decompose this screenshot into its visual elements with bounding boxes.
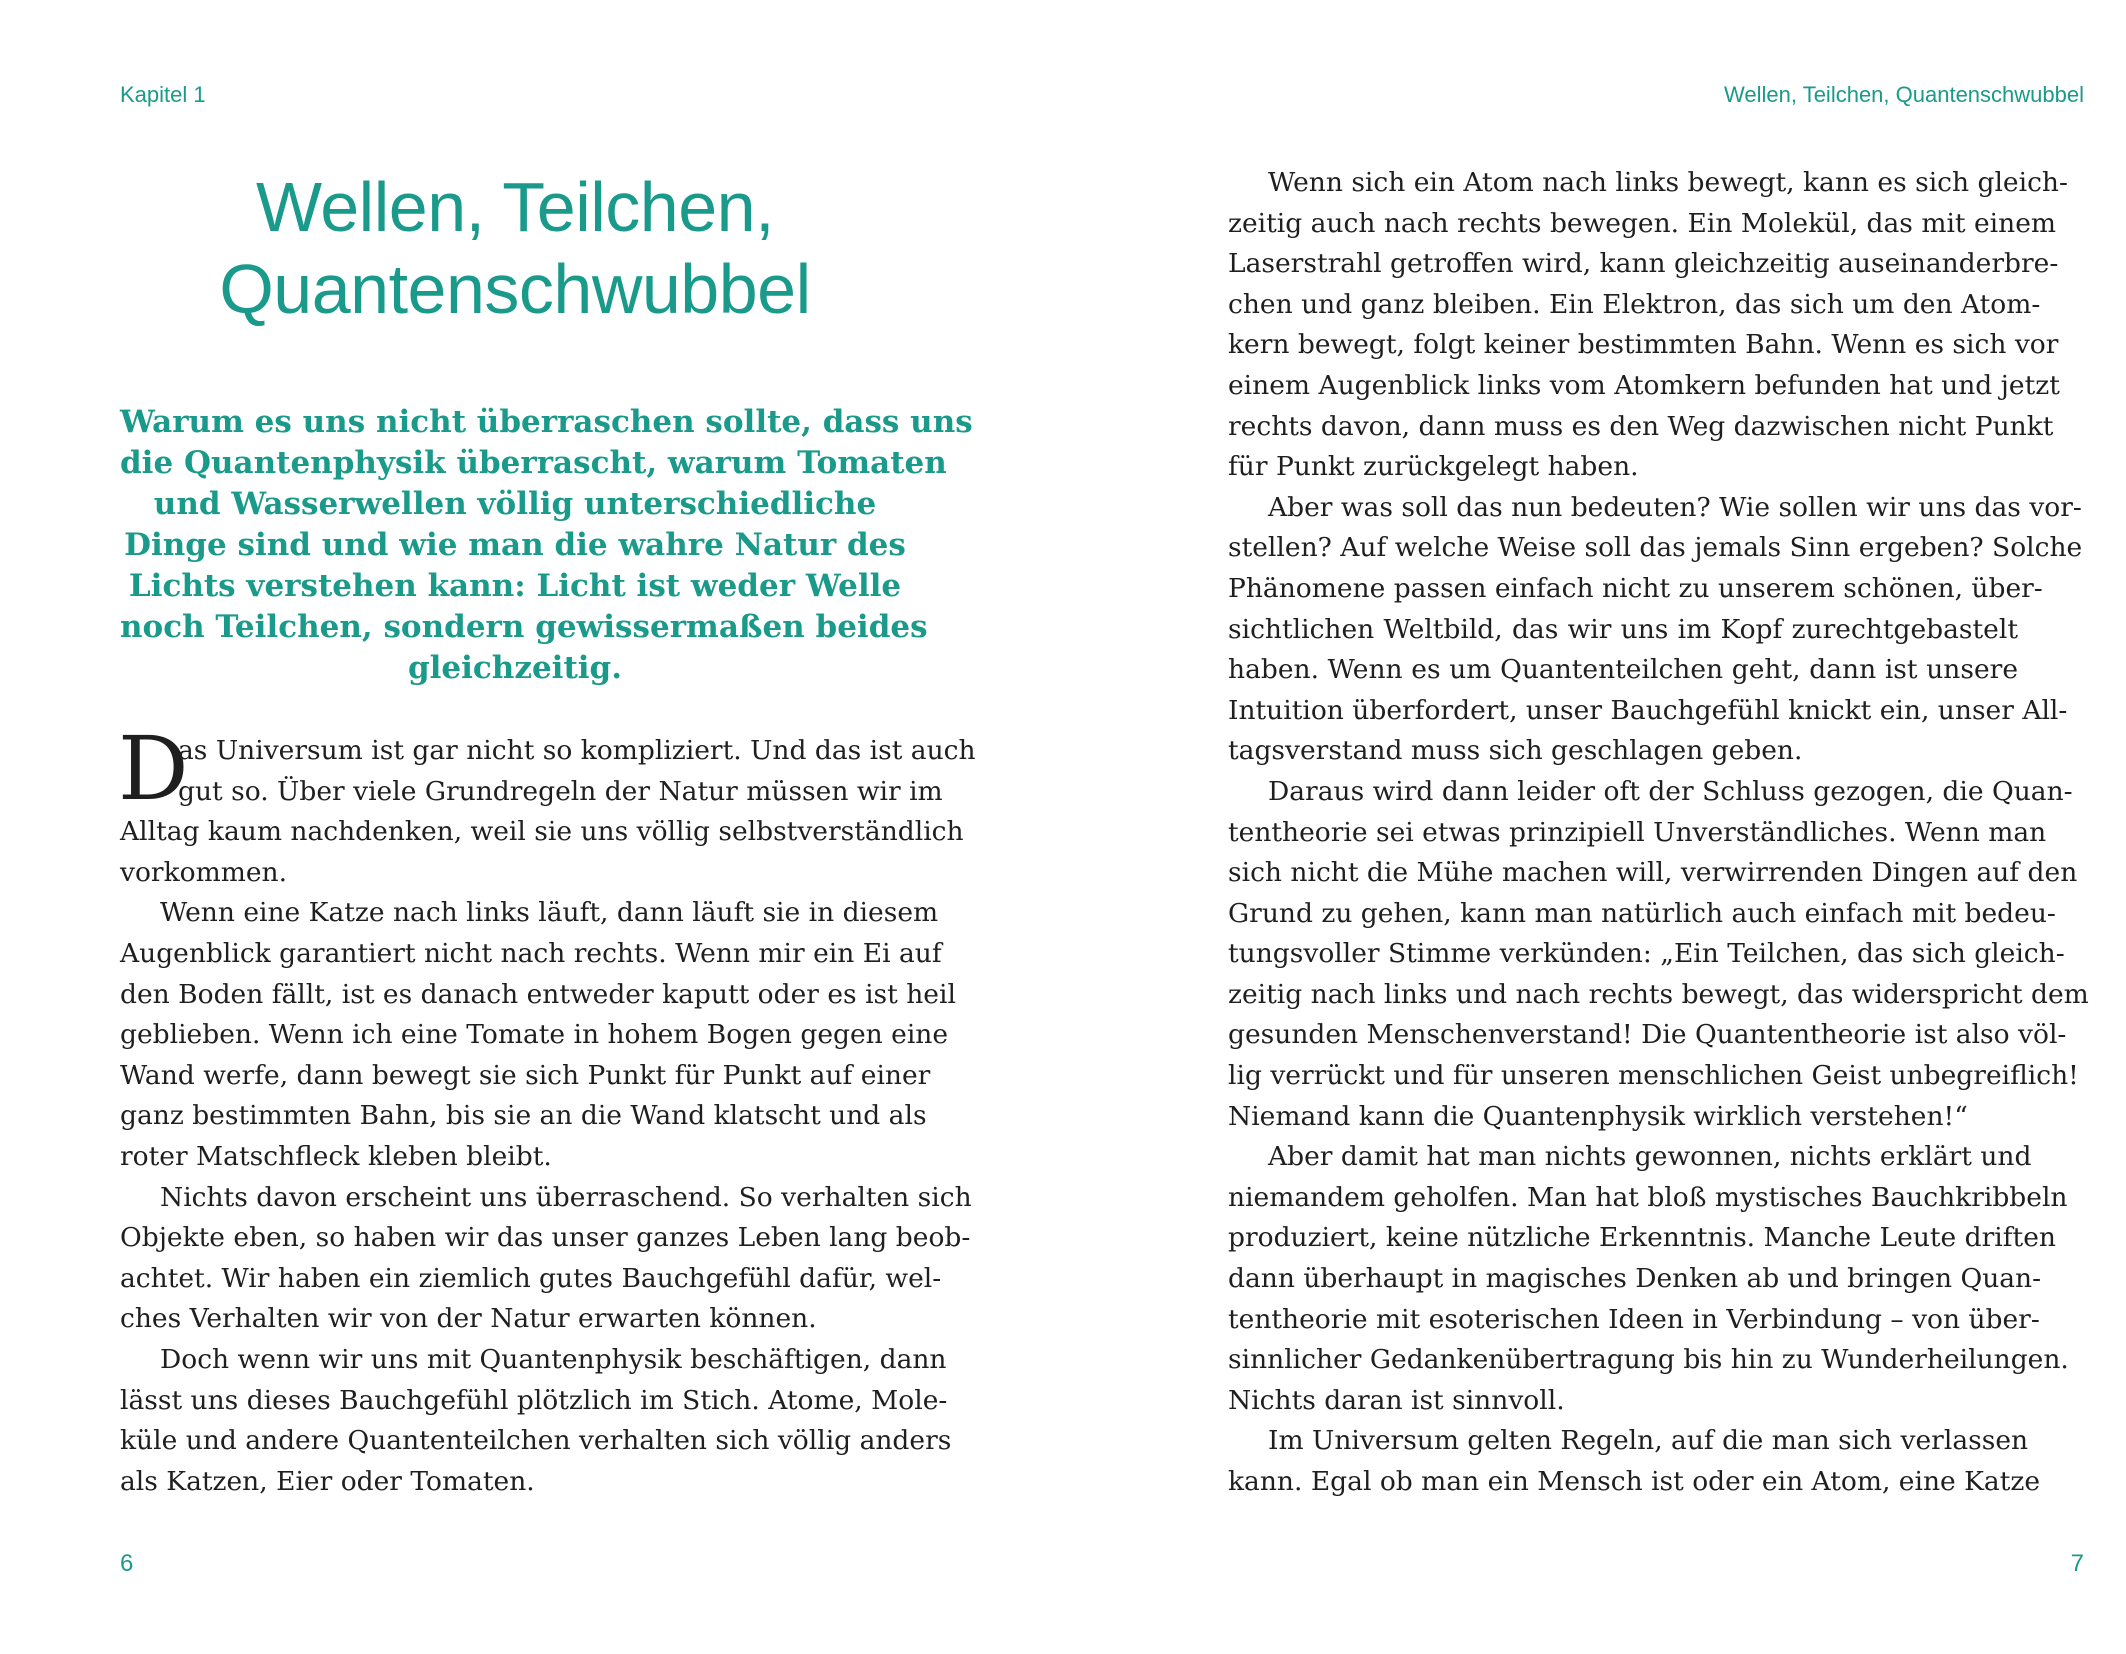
text-line: sichtlichen Weltbild, das wir uns im Kopf zurechtgebastelt xyxy=(1228,613,2018,645)
text-line: Im Universum gelten Regeln, auf die man sich verlassen xyxy=(1268,1425,2029,1457)
text-line: sinnlicher Gedankenübertragung bis hin zu Wunderheilungen. xyxy=(1228,1344,2069,1376)
page-number-left: 6 xyxy=(120,1550,134,1577)
text-line: Intuition überfordert, unser Bauchgefühl knickt ein, unser All- xyxy=(1228,694,2068,726)
text-line: küle und andere Quantenteilchen verhalten sich völlig anders xyxy=(120,1425,952,1457)
text-line: tentheorie sei etwas prinzipiell Unverständliches. Wenn man xyxy=(1228,816,2047,848)
subtitle-line: Dinge sind und wie man die wahre Natur des xyxy=(124,527,906,563)
text-line: gesunden Menschenverstand! Die Quantentheorie ist also völ- xyxy=(1228,1019,2067,1051)
text-line: Grund zu gehen, kann man natürlich auch einfach mit bedeu- xyxy=(1228,897,2056,929)
text-line: ganz bestimmten Bahn, bis sie an die Wand klatscht und als xyxy=(120,1100,927,1132)
text-line: Nichts davon erscheint uns überraschend. So verhalten sich xyxy=(160,1181,972,1213)
text-line: gut so. Über viele Grundregeln der Natur müssen wir im xyxy=(178,775,943,807)
text-line: kann. Egal ob man ein Mensch ist oder ein Atom, eine Katze xyxy=(1228,1466,2041,1497)
text-line: Doch wenn wir uns mit Quantenphysik beschäftigen, dann xyxy=(160,1343,947,1375)
text-line: Aber was soll das nun bedeuten? Wie sollen wir uns das vor- xyxy=(1268,491,2082,523)
text-line: zeitig nach links und nach rechts bewegt, das widerspricht dem xyxy=(1228,978,2089,1010)
text-line: stellen? Auf welche Weise soll das jemals Sinn ergeben? Solche xyxy=(1228,532,2083,564)
text-line: Nichts daran ist sinnvoll. xyxy=(1228,1384,1565,1416)
text-line: roter Matschfleck kleben bleibt. xyxy=(120,1140,552,1172)
subtitle-line: gleichzeitig. xyxy=(407,650,623,686)
running-head-chapter: Kapitel 1 xyxy=(120,82,206,107)
text-line: lässt uns dieses Bauchgefühl plötzlich im Stich. Atome, Mole- xyxy=(120,1384,948,1416)
chapter-title-line: Wellen, Teilchen, xyxy=(255,168,775,246)
text-line: Laserstrahl getroffen wird, kann gleichzeitig auseinanderbre- xyxy=(1228,248,2059,280)
text-line: chen und ganz bleiben. Ein Elektron, das sich um den Atom- xyxy=(1228,288,2041,320)
text-line: Daraus wird dann leider oft der Schluss gezogen, die Quan- xyxy=(1268,775,2073,807)
text-line: Alltag kaum nachdenken, weil sie uns völlig selbstverständlich xyxy=(120,816,964,848)
text-line: tungsvoller Stimme verkünden: „Ein Teilchen, das sich gleich- xyxy=(1228,938,2065,970)
text-line: zeitig auch nach rechts bewegen. Ein Molekül, das mit einem xyxy=(1228,207,2057,239)
page-number-right: 7 xyxy=(2070,1550,2084,1577)
chapter-subtitle xyxy=(120,402,973,689)
text-line: lig verrückt und für unseren menschlichen Geist unbegreiflich! xyxy=(1228,1060,2079,1092)
chapter-title-line: Quantenschwubbel xyxy=(219,250,811,328)
text-line: Wand werfe, dann bewegt sie sich Punkt für Punkt auf einer xyxy=(120,1059,931,1091)
subtitle-line: Warum es uns nicht überraschen sollte, dass uns xyxy=(120,404,973,440)
body-text-left xyxy=(118,717,976,1502)
text-line: als Katzen, Eier oder Tomaten. xyxy=(120,1465,535,1497)
text-line: den Boden fällt, ist es danach entweder kaputt oder es ist heil xyxy=(120,978,956,1010)
text-line: vorkommen. xyxy=(120,856,288,888)
text-line: ches Verhalten wir von der Natur erwarten können. xyxy=(120,1303,817,1335)
subtitle-line: und Wasserwellen völlig unterschiedliche xyxy=(153,486,877,522)
chapter-title xyxy=(120,166,910,330)
text-line: Phänomene passen einfach nicht zu unserem schönen, über- xyxy=(1228,572,2043,604)
text-line: dann überhaupt in magisches Denken ab und bringen Quan- xyxy=(1228,1263,2042,1295)
text-line: geblieben. Wenn ich eine Tomate in hohem Bogen gegen eine xyxy=(120,1019,949,1051)
text-line: für Punkt zurückgelegt haben. xyxy=(1228,451,1639,483)
right-page xyxy=(1063,0,2126,1654)
text-line: Niemand kann die Quantenphysik wirklich verstehen!“ xyxy=(1228,1100,1968,1132)
text-line-content: as Universum ist gar nicht so kompliziert. Und das ist auch xyxy=(178,735,976,766)
subtitle-line: Lichts verstehen kann: Licht ist weder Welle xyxy=(128,568,902,604)
text-line: niemandem geholfen. Man hat bloß mystisches Bauchkribbeln xyxy=(1228,1181,2068,1213)
text-line: Wenn eine Katze nach links läuft, dann läuft sie in diesem xyxy=(160,897,939,929)
subtitle-line: noch Teilchen, sondern gewissermaßen beides xyxy=(120,609,928,645)
text-line: tagsverstand muss sich geschlagen geben. xyxy=(1228,735,1803,767)
text-line: kern bewegt, folgt keiner bestimmten Bahn. Wenn es sich vor xyxy=(1228,329,2059,361)
text-line: Objekte eben, so haben wir das unser ganzes Leben lang beob- xyxy=(120,1222,971,1254)
text-line: Aber damit hat man nichts gewonnen, nichts erklärt und xyxy=(1268,1141,2032,1173)
running-head-title: Wellen, Teilchen, Quantenschwubbel xyxy=(1724,82,2084,107)
text-line: Wenn sich ein Atom nach links bewegt, kann es sich gleich- xyxy=(1268,167,2068,198)
text-line: produziert, keine nützliche Erkenntnis. Manche Leute driften xyxy=(1228,1222,2056,1254)
text-line: achtet. Wir haben ein ziemlich gutes Bauchgefühl dafür, wel- xyxy=(120,1262,942,1294)
subtitle-line: die Quantenphysik überrascht, warum Tomaten xyxy=(120,445,947,481)
body-text-right xyxy=(1228,163,2089,1503)
text-line: rechts davon, dann muss es den Weg dazwischen nicht Punkt xyxy=(1228,410,2054,442)
drop-cap: D xyxy=(118,717,189,820)
text-line: einem Augenblick links vom Atomkern befunden hat und jetzt xyxy=(1228,369,2060,401)
text-line: sich nicht die Mühe machen will, verwirrenden Dingen auf den xyxy=(1228,857,2078,889)
text-line: Augenblick garantiert nicht nach rechts. Wenn mir ein Ei auf xyxy=(120,937,942,969)
text-line: haben. Wenn es um Quantenteilchen geht, dann ist unsere xyxy=(1228,654,2018,686)
text-line: tentheorie mit esoterischen Ideen in Verbindung – von über- xyxy=(1228,1303,2040,1335)
